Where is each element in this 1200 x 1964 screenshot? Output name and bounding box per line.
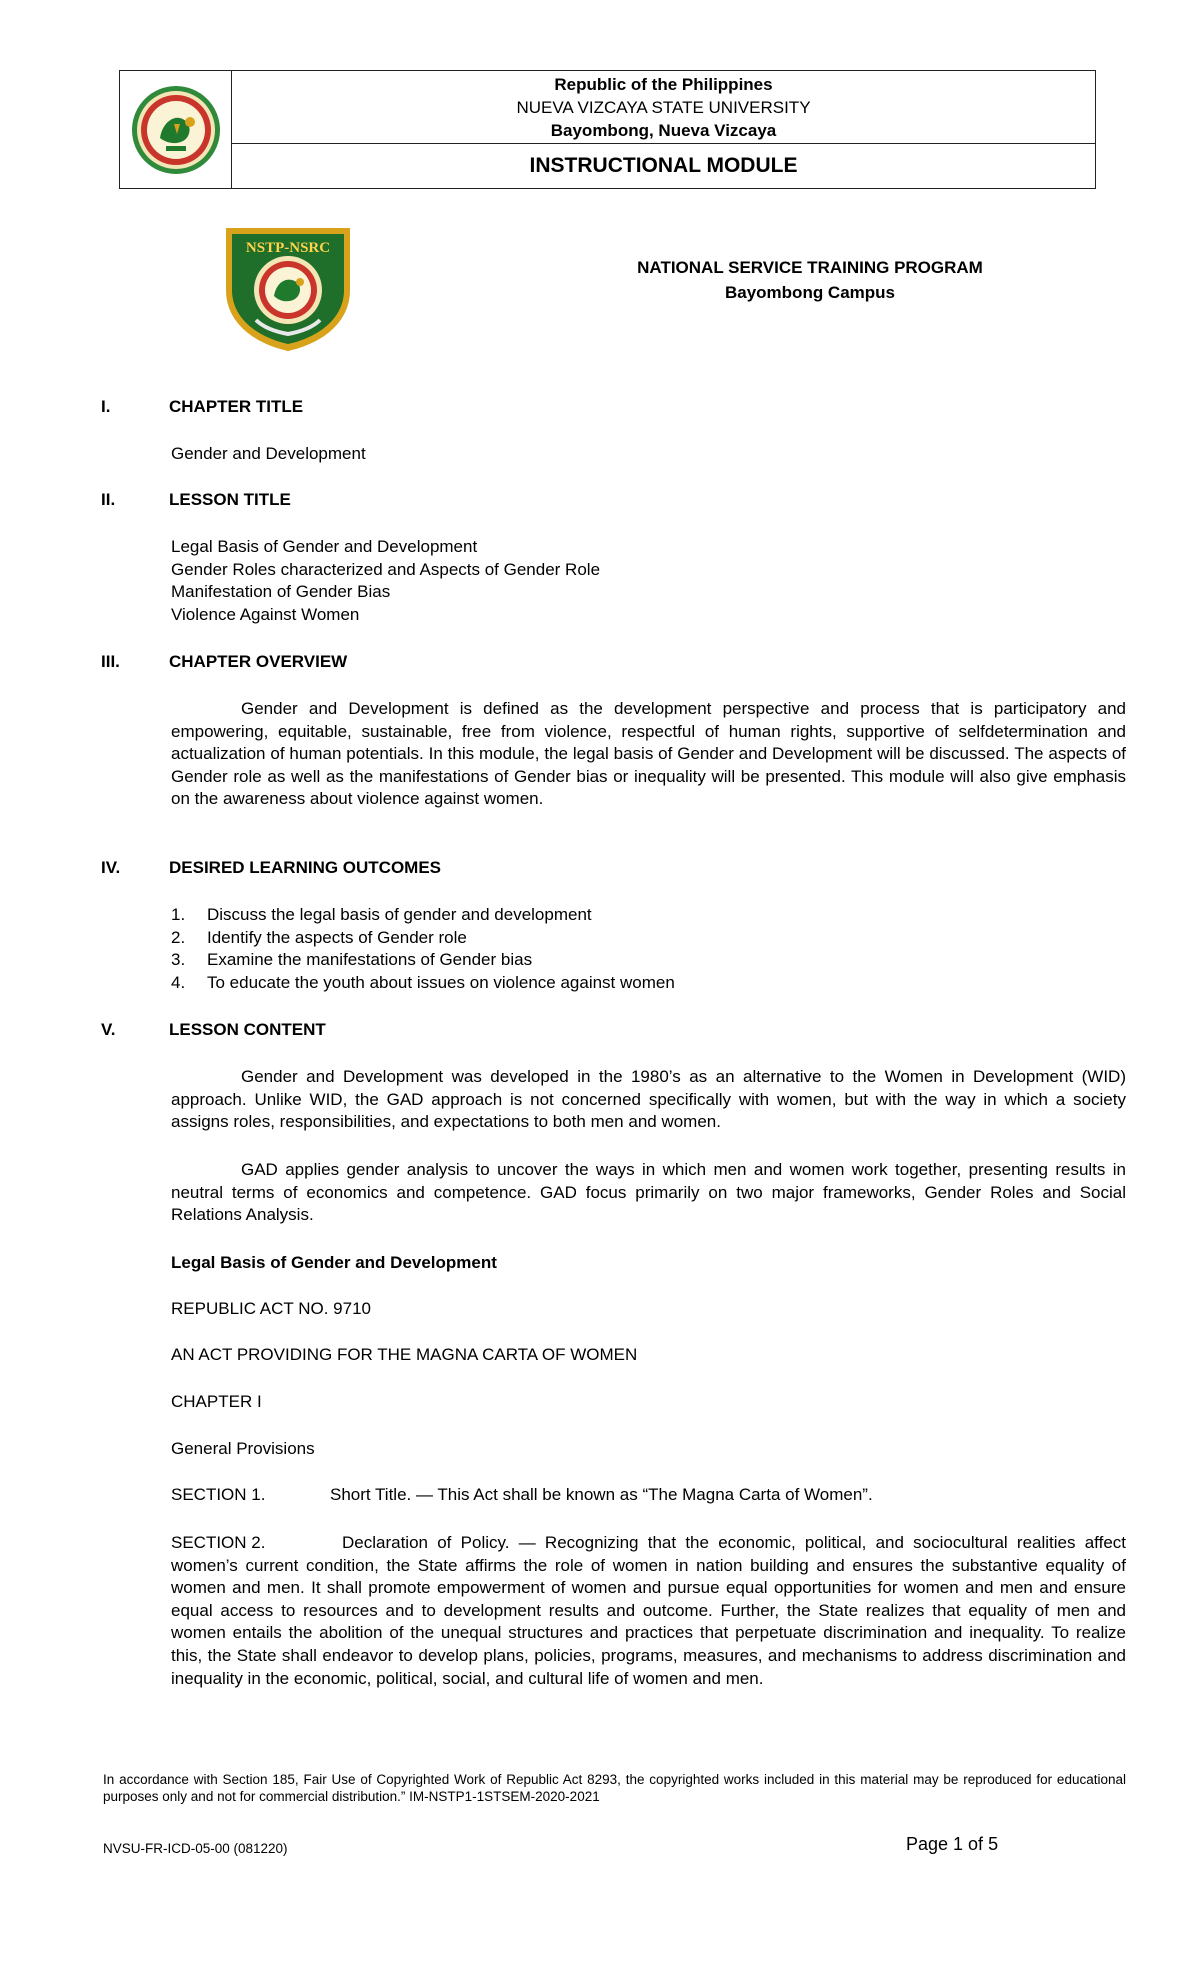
section-2-block [171,1532,1126,1690]
outcome-text: Examine the manifestations of Gender bias [207,950,533,970]
nstp-shield-logo [220,220,356,354]
lesson-item: Gender Roles characterized and Aspects of Gender Role [171,559,601,579]
outcome-text: To educate the youth about issues on violence against women [207,972,675,992]
republic-line: Republic of the Philippines [554,75,773,94]
overview-paragraph: Gender and Development is defined as the development perspective and process that is participatory and empowering, equitable, sustainable, free from violence, respectful of human rights, supportive of selfdetermination and actualization of human potentials. In this module, the legal basis of Gender and Development will be discussed. The aspects of Gender role as well as the manifestations of Gender bias or inequality will be presented. This module will also give emphasis on the awareness about violence against women. [171,699,1126,809]
section-2-roman: II. [101,490,116,509]
header-box [119,70,1096,189]
section-1-roman: I. [101,397,111,416]
lesson-item: Legal Basis of Gender and Development [171,537,478,556]
republic-act-number: REPUBLIC ACT NO. 9710 [171,1299,371,1318]
section-1-title: CHAPTER TITLE [169,397,304,416]
document-code: NVSU-FR-ICD-05-00 (081220) [103,1841,288,1856]
section-3-roman: III. [101,652,120,671]
program-campus: Bayombong Campus [724,283,896,302]
lesson-paragraph-2: GAD applies gender analysis to uncover the ways in which men and women work together, presenting results in neutral terms of economics and competence. GAD focus primarily on two major frameworks, Gender Roles and Social Relations Analysis. [171,1160,1126,1225]
outcome-number: 4. [171,972,186,992]
section-3-title: CHAPTER OVERVIEW [169,652,348,671]
outcome-number: 3. [171,950,186,970]
nstp-logo-text: NSTP-NSRC [245,240,331,256]
general-provisions: General Provisions [171,1439,315,1458]
university-name: NUEVA VIZCAYA STATE UNIVERSITY [516,98,811,117]
outcome-text: Discuss the legal basis of gender and development [207,905,592,924]
program-name: NATIONAL SERVICE TRAINING PROGRAM [637,258,983,277]
list-item [171,904,675,927]
section-1-label: SECTION 1. [171,1485,266,1504]
lesson-paragraph-1: Gender and Development was developed in the 1980’s as an alternative to the Women in Development (WID) approach. Unlike WID, the GAD approach is not concerned specifically with women, but with the way in which a society assigns roles, responsibilities, and expectations to both men and women. [171,1067,1126,1132]
section-2-title: LESSON TITLE [169,490,291,509]
section-2-label: SECTION 2. [171,1533,266,1552]
section-5-roman: V. [101,1020,116,1039]
module-title: INSTRUCTIONAL MODULE [529,154,798,177]
list-item [171,927,675,950]
section-2-text: Declaration of Policy. — Recognizing that the economic, political, and sociocultural realities affect women’s current condition, the State affirms the role of women in nation building and ensures the substantive equality of women and men. It shall promote empowerment of women and pursue equal opportunities for women and men and ensure equal access to resources and to development results and outcome. Further, the State realizes that equality of men and women entails the abolition of the unequal structures and practices that perpetuate discrimination and inequality. To realize this, the State shall endeavor to develop plans, policies, programs, measures, and mechanisms to address discrimination and inequality in the economic, political, social, and cultural life of women and men. [171,1533,1126,1688]
chapter-label: CHAPTER I [171,1392,262,1411]
copyright-note: In accordance with Section 185, Fair Use of Copyrighted Work of Republic Act 8293, the copyrighted works included in this material may be reproduced for educational purposes only and not for commercial distribution.” IM-NSTP1-1STSEM-2020-2021 [103,1772,1126,1804]
university-seal-icon [130,84,222,176]
section-5-title: LESSON CONTENT [169,1020,326,1039]
section-4-roman: IV. [101,858,121,877]
outcome-number: 1. [171,905,186,924]
section-1-text: Short Title. — This Act shall be known as “The Magna Carta of Women”. [330,1485,873,1504]
university-seal-cell [120,71,232,188]
legal-basis-subheading: Legal Basis of Gender and Development [171,1253,497,1272]
university-location: Bayombong, Nueva Vizcaya [550,121,777,140]
lesson-item: Violence Against Women [171,604,360,624]
outcome-text: Identify the aspects of Gender role [207,927,467,947]
outcome-number: 2. [171,927,186,947]
list-item [171,949,675,972]
page-number: Page 1 of 5 [906,1834,999,1854]
header-titles [232,71,1095,144]
outcomes-list [171,904,675,994]
program-block [600,255,1020,305]
chapter-title-text: Gender and Development [171,444,366,463]
lesson-item: Manifestation of Gender Bias [171,582,391,602]
lesson-title-list [171,536,600,626]
section-4-title: DESIRED LEARNING OUTCOMES [169,858,442,877]
act-title: AN ACT PROVIDING FOR THE MAGNA CARTA OF WOMEN [171,1345,638,1364]
list-item [171,972,675,995]
